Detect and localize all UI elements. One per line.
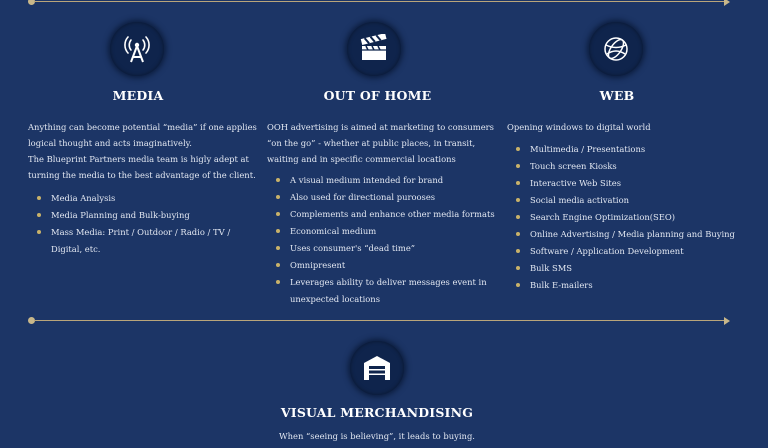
list-item: Multimedia / Presentations [507, 141, 747, 158]
list-item: Uses consumer's “dead time” [267, 240, 507, 257]
top-divider [28, 1, 730, 3]
list-item: Online Advertising / Media planning and Buying [507, 226, 747, 243]
web-intro [507, 119, 737, 135]
web-bullet-list [507, 141, 747, 294]
list-item: Social media activation [507, 192, 747, 209]
list-item: Leverages ability to deliver messages event in [267, 274, 507, 291]
vm-icon-circle [350, 341, 404, 395]
ooh-title: OUT OF HOME [323, 88, 432, 103]
section-divider [28, 320, 730, 322]
list-item: Complements and enhance other media formats [267, 206, 507, 223]
media-intro-line: The Blueprint Partners media team is higly adept at [28, 154, 249, 164]
ooh-intro [267, 119, 497, 167]
ooh-icon-circle [347, 22, 401, 76]
list-item: Economical medium [267, 223, 507, 240]
list-item: Mass Media: Print / Outdoor / Radio / TV / [28, 224, 258, 241]
media-intro [28, 119, 258, 183]
ooh-bullet-list [267, 172, 507, 308]
ooh-intro-line: OOH advertising is aimed at marketing to consumers [267, 122, 494, 132]
list-item: Media Planning and Bulk-buying [28, 207, 258, 224]
list-item: Search Engine Optimization(SEO) [507, 209, 747, 226]
vm-intro: When “seeing is believing”, it leads to buying. [279, 431, 475, 441]
storefront-icon [361, 353, 393, 383]
vm-title: VISUAL MERCHANDISING [280, 405, 474, 420]
film-clapper-icon [358, 34, 390, 64]
broadcast-tower-icon [122, 34, 152, 64]
list-item: Bulk E-mailers [507, 277, 747, 294]
ooh-intro-line: waiting and in specific commercial locations [267, 154, 456, 164]
list-item: Bulk SMS [507, 260, 747, 277]
list-item: Interactive Web Sites [507, 175, 747, 192]
media-intro-line: Anything can become potential “media” if one applies [28, 122, 257, 132]
web-icon-circle [589, 22, 643, 76]
list-item: A visual medium intended for brand [267, 172, 507, 189]
media-intro-line: turning the media to the best advantage of the client. [28, 170, 256, 180]
web-title: WEB [599, 88, 635, 103]
media-icon-circle [110, 22, 164, 76]
media-bullet-list [28, 190, 258, 258]
list-item: Omnipresent [267, 257, 507, 274]
globe-icon [601, 34, 631, 64]
list-item: Software / Application Development [507, 243, 747, 260]
list-item: Media Analysis [28, 190, 258, 207]
media-intro-line: logical thought and acts imaginatively. [28, 138, 192, 148]
list-item: Touch screen Kiosks [507, 158, 747, 175]
ooh-intro-line: “on the go” - whether at public places, in transit, [267, 138, 476, 148]
web-intro-line: Opening windows to digital world [507, 122, 651, 132]
list-item-continuation: unexpected locations [290, 294, 381, 304]
media-title: MEDIA [112, 88, 164, 103]
list-item-continuation: Digital, etc. [51, 244, 101, 254]
list-item: Also used for directional purooses [267, 189, 507, 206]
